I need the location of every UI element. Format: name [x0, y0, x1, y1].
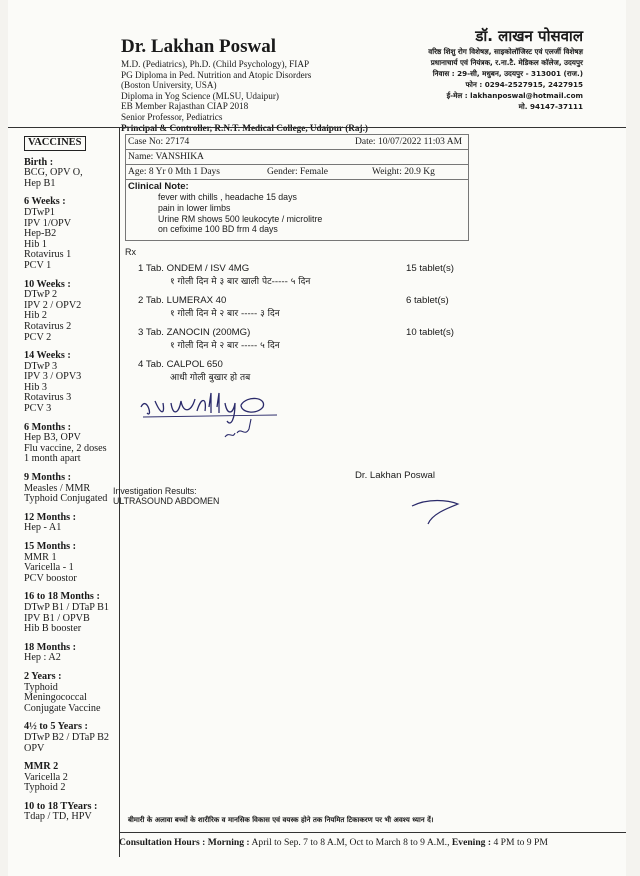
vaccine-item: Varicella 2 [24, 771, 68, 783]
visit-date: Date: 10/07/2022 11:03 AM [355, 137, 463, 147]
medication-list [125, 263, 469, 383]
medication-name: 2 Tab. LUMERAX 40 [138, 295, 227, 307]
patient-age: Age: 8 Yr 0 Mth 1 Days [128, 167, 220, 177]
vaccine-group-heading: 14 Weeks : [24, 350, 71, 362]
doctor-name: Dr. Lakhan Poswal [121, 36, 277, 57]
vaccine-item: PCV 1 [24, 259, 52, 271]
vaccine-item: Tdap / TD, HPV [24, 811, 92, 823]
medication-quantity: 15 tablet(s) [406, 263, 454, 275]
vaccine-item: Hib 3 [24, 381, 47, 393]
prescription-page [8, 0, 626, 876]
morning-label: Morning : [207, 837, 250, 848]
patient-info-box [125, 134, 469, 179]
phone-line: फोन : 0294-2527915, 2427915 [465, 80, 583, 89]
vaccine-item: Hep - A1 [24, 522, 62, 534]
hindi-line: वरिष्ठ शिशु रोग विशेषज्ञ, साइकोलॉजिस्ट एवं एलर्जी विशेषज्ञ [428, 47, 583, 56]
qualification-line: Senior Professor, Pediatrics [121, 111, 223, 122]
vaccine-item: DTwP1 [24, 206, 55, 218]
vaccine-group [24, 351, 126, 415]
vaccine-item: PCV 2 [24, 331, 52, 343]
vaccine-group-heading: 4½ to 5 Years : [24, 721, 88, 733]
morning-hours: April to Sep. 7 to 8 A.M, Oct to March 8 to 9 A.M., [251, 837, 450, 848]
handwritten-signature [137, 389, 277, 449]
vaccines-title: VACCINES [24, 136, 86, 151]
investigation-result: ULTRASOUND ABDOMEN [113, 496, 220, 506]
medication-item [138, 359, 469, 383]
vaccine-group [24, 280, 126, 344]
qualification-line: EB Member Rajasthan CIAP 2018 [121, 101, 249, 112]
patient-name: Name: VANSHIKA [128, 152, 204, 162]
case-number: Case No: 27174 [128, 137, 190, 147]
vaccine-item: Rotavirus 2 [24, 320, 72, 332]
vaccine-item: IPV 3 / OPV3 [24, 371, 82, 383]
vaccine-item: DTwP 3 [24, 360, 58, 372]
evening-hours: 4 PM to 9 PM [493, 837, 548, 848]
footer-note: बीमारी के अलावा बच्चों के शारीरिक व मानसिक विकास एवं वयस्क होने तक नियमित टिकाकरण पर भी अवश्य ध्यान दें। [128, 816, 434, 824]
vaccine-group-heading: 18 Months : [24, 641, 77, 653]
vaccine-group-heading: 12 Months : [24, 511, 77, 523]
medication-dosage: १ गोली दिन मे २ बार ----- ५ दिन [170, 341, 280, 352]
address-line: निवास : 29-सी, मधुबन, उदयपुर - 313001 (राज.) [432, 69, 583, 78]
consultation-hours [119, 832, 626, 848]
vaccine-item: OPV [24, 742, 45, 754]
investigation-section [113, 486, 219, 506]
medication-quantity: 10 tablet(s) [406, 327, 454, 339]
clinical-note-line: pain in lower limbs [158, 202, 231, 213]
vaccine-item: Hep B1 [24, 177, 56, 189]
vaccine-group-heading: 6 Weeks : [24, 196, 66, 208]
vaccine-group-heading: 15 Months : [24, 541, 77, 552]
vaccine-item: Typhoid 2 [24, 782, 66, 794]
vaccine-item: DTwP B1 / DTaP B1 [24, 601, 109, 613]
vaccine-item: Flu vaccine, 2 doses [24, 442, 107, 454]
qualification-line: (Boston University, USA) [121, 80, 217, 91]
scribble-mark [408, 494, 468, 534]
clinical-note-line: on cefixime 100 BD frm 4 days [158, 224, 278, 235]
vaccine-group [24, 592, 126, 634]
vaccine-item: Hep B3, OPV [24, 432, 81, 444]
qualification-line: Diploma in Yog Science (MLSU, Udaipur) [121, 90, 279, 101]
vaccine-item: DTwP 2 [24, 289, 58, 301]
mobile-line: मो. 94147-37111 [518, 102, 583, 111]
doctor-name-hindi: डॉ. लाखन पोसवाल [475, 27, 583, 45]
vaccine-item: Conjugate Vaccine [24, 702, 101, 714]
vaccine-group [24, 722, 126, 754]
investigation-heading: Investigation Results: [113, 486, 197, 496]
vaccine-group [24, 158, 126, 190]
vaccine-item: Rotavirus 3 [24, 392, 72, 404]
vaccine-schedule [24, 136, 126, 831]
vaccine-item: Measles / MMR [24, 482, 91, 494]
clinical-note-heading: Clinical Note: [128, 181, 189, 192]
vaccine-group [24, 513, 126, 534]
vaccine-group-heading: 16 to 18 Months : [24, 591, 100, 603]
medication-dosage: आधी गोली बुखार हो तब [170, 373, 251, 384]
vaccine-group [24, 197, 126, 271]
medication-name: 4 Tab. CALPOL 650 [138, 359, 223, 371]
vaccine-item: Typhoid Conjugated [24, 493, 108, 505]
vaccine-group-heading: 9 Months : [24, 472, 71, 484]
vaccine-item: Rotavirus 1 [24, 249, 72, 261]
medication-name: 1 Tab. ONDEM / ISV 4MG [138, 263, 250, 275]
prescription-body [125, 134, 469, 481]
qualification-line: PG Diploma in Ped. Nutrition and Atopic Disorders [121, 69, 312, 80]
vaccine-item: Hib B booster [24, 623, 82, 635]
doctor-header [121, 36, 368, 133]
doctor-position: Principal & Controller, R.N.T. Medical College, Udaipur (Raj.) [121, 122, 368, 133]
vaccine-item: PCV 3 [24, 403, 52, 415]
vaccine-item: Typhoid [24, 681, 58, 693]
medication-item [138, 327, 469, 351]
medication-dosage: १ गोली दिन मे ३ बार खाली पेट----- ५ दिन [170, 277, 311, 288]
medication-item [138, 263, 469, 287]
vaccine-group-heading: MMR 2 [24, 761, 59, 773]
email-line: ई-मेल : lakhanposwal@hotmail.com [446, 91, 583, 100]
clinical-note-lines [128, 192, 466, 238]
qualification-line: M.D. (Pediatrics), Ph.D. (Child Psychology), FIAP [121, 59, 310, 69]
vaccine-item: PCV boostor [24, 572, 77, 584]
vaccine-group-heading: 2 Years : [24, 670, 62, 682]
hindi-header [383, 26, 583, 112]
hours-label: Consultation Hours : [119, 837, 206, 848]
clinical-note-line: fever with chills , headache 15 days [158, 192, 297, 202]
header-divider [8, 127, 626, 128]
vaccine-item: IPV B1 / OPVB [24, 612, 90, 624]
vaccine-item: 1 month apart [24, 453, 81, 465]
vaccine-group [24, 542, 126, 584]
vaccine-item: Hep-B2 [24, 228, 57, 240]
vaccine-group-heading: 6 Months : [24, 421, 71, 433]
vaccine-group-heading: Birth : [24, 156, 54, 168]
medication-dosage: १ गोली दिन मे २ बार ----- ३ दिन [170, 309, 280, 320]
clinical-note-line: Urine RM shows 500 leukocyte / microlitre [158, 213, 323, 224]
vaccine-group-heading: 10 to 18 TYears : [24, 800, 98, 812]
vaccine-item: DTwP B2 / DTaP B2 [24, 731, 109, 743]
medication-name: 3 Tab. ZANOCIN (200MG) [138, 327, 251, 339]
vaccine-group [24, 423, 126, 465]
rx-heading: Rx [125, 247, 136, 258]
medication-item [138, 295, 469, 319]
vaccine-group [24, 643, 126, 664]
vaccine-item: MMR 1 [24, 551, 57, 563]
medication-quantity: 6 tablet(s) [406, 295, 449, 307]
vaccine-group [24, 473, 126, 505]
doctor-signature-name: Dr. Lakhan Poswal [355, 470, 435, 481]
vaccine-group [24, 762, 126, 794]
vaccine-item: BCG, OPV O, [24, 167, 83, 179]
vaccine-item: Hib 2 [24, 310, 47, 322]
vaccine-item: IPV 2 / OPV2 [24, 299, 82, 311]
vaccine-group [24, 802, 126, 823]
clinical-note-box [125, 179, 469, 241]
vaccine-group [24, 672, 126, 714]
patient-gender: Gender: Female [267, 167, 328, 177]
hindi-line: प्रधानाचार्य एवं नियंत्रक, र.ना.टै. मेडिकल कॉलेज, उदयपुर [430, 58, 583, 67]
vaccine-group-heading: 10 Weeks : [24, 278, 71, 290]
patient-weight: Weight: 20.9 Kg [372, 167, 435, 177]
evening-label: Evening : [451, 837, 492, 848]
vaccine-item: Hep : A2 [24, 652, 61, 664]
vaccine-item: Hib 1 [24, 238, 47, 250]
vaccine-item: Varicella - 1 [24, 562, 74, 574]
rx-section [125, 247, 469, 449]
vaccine-item: IPV 1/OPV [24, 217, 72, 229]
vaccine-item: Meningococcal [24, 692, 87, 704]
